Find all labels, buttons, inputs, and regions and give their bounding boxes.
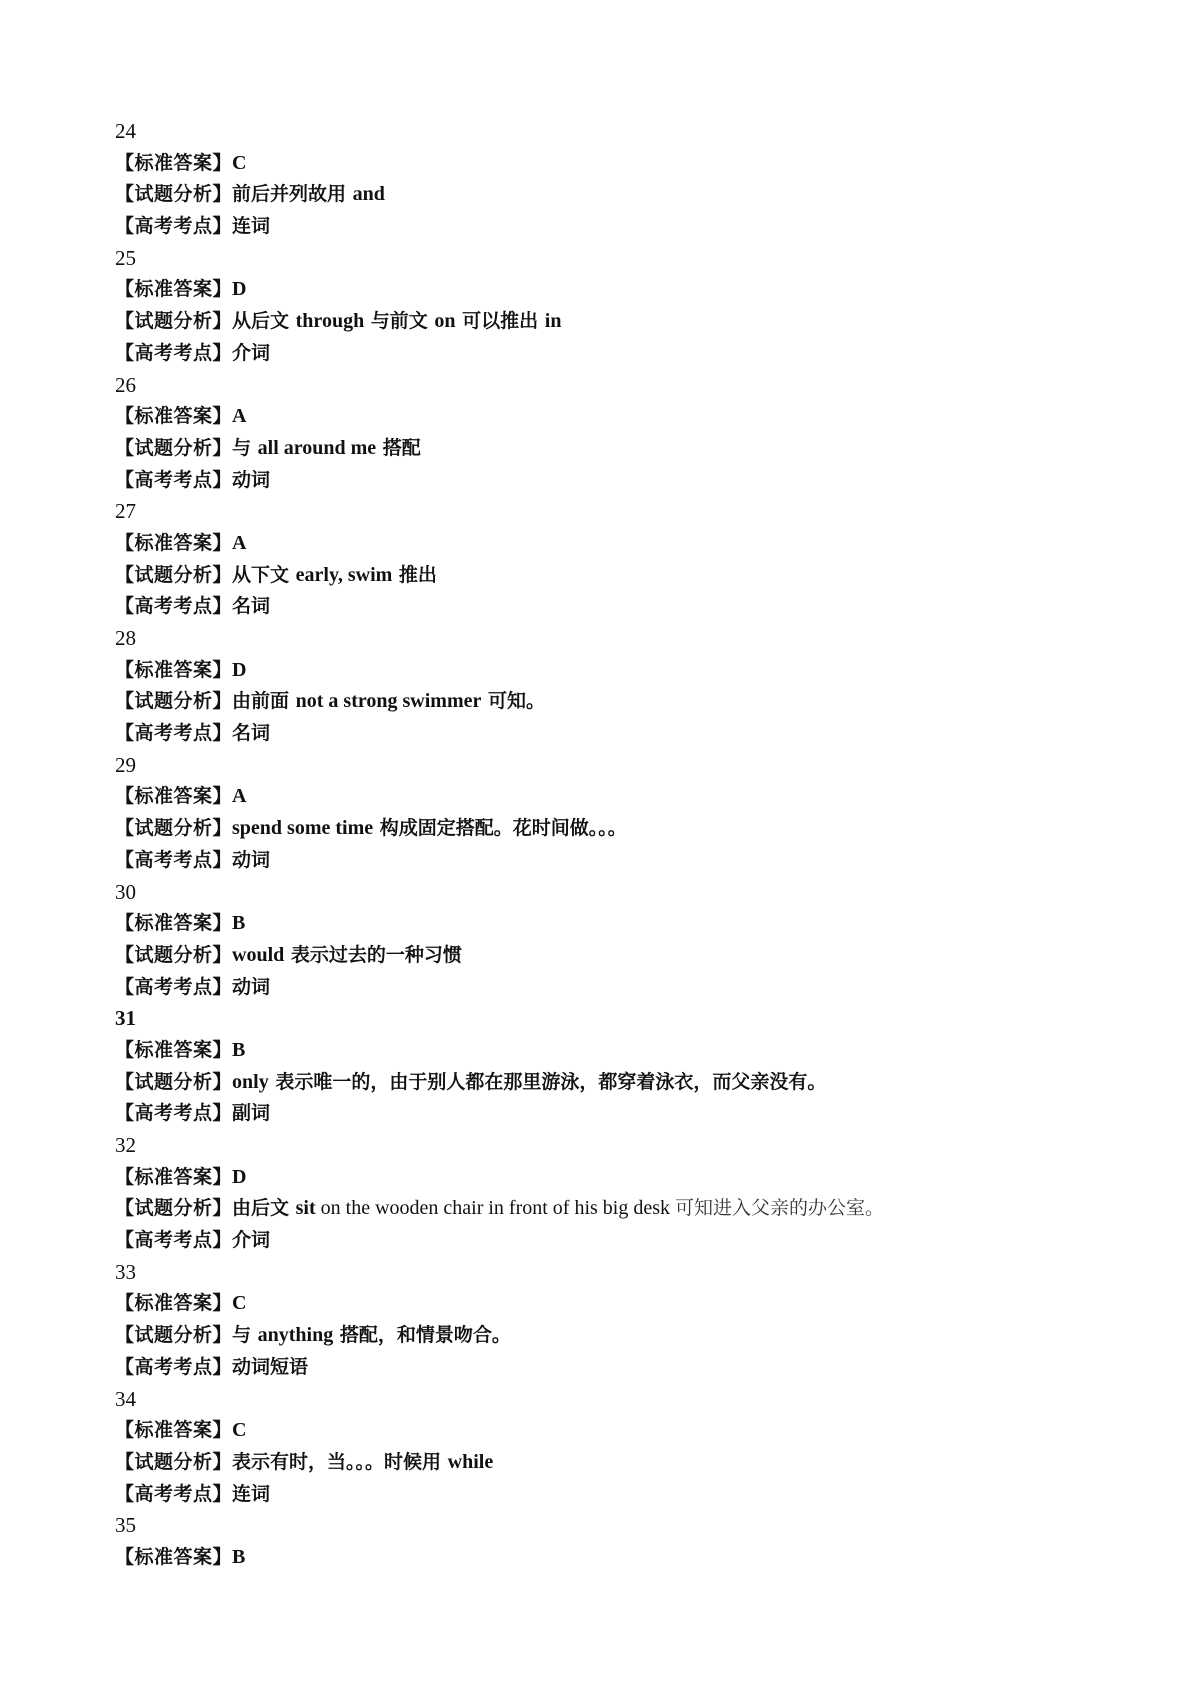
analysis-text: on the wooden chair in front of his big desk [315, 1197, 676, 1220]
exam-point-label: 【高考考点】 [115, 341, 233, 364]
exam-point-label: 【高考考点】 [115, 1355, 233, 1378]
analysis-label: 【试题分析】 [115, 310, 233, 333]
answer-label: 【标准答案】 [115, 658, 233, 681]
analysis-text: would [232, 943, 285, 966]
answer-value: D [232, 1165, 247, 1188]
question-number: 28 [115, 626, 136, 650]
analysis-line [115, 1447, 1115, 1479]
exam-point-value: 名词 [232, 722, 271, 745]
answer-line [115, 1035, 1115, 1067]
exam-point-line [115, 1098, 1115, 1130]
exam-point-line [115, 1225, 1115, 1257]
answer-value: B [232, 912, 246, 935]
question-number-line [115, 1510, 1115, 1542]
answer-label: 【标准答案】 [115, 1165, 233, 1188]
question-number: 33 [115, 1259, 136, 1284]
answer-label: 【标准答案】 [115, 785, 233, 808]
analysis-label: 【试题分析】 [115, 1324, 233, 1347]
exam-point-line [115, 211, 1115, 243]
exam-point-value: 名词 [232, 595, 271, 618]
question-number: 25 [115, 245, 136, 270]
question-number-line [115, 370, 1115, 402]
answer-label: 【标准答案】 [115, 1292, 233, 1315]
analysis-label: 【试题分析】 [115, 817, 233, 840]
question-number: 27 [115, 499, 136, 524]
exam-point-value: 动词 [232, 468, 271, 491]
answer-line [115, 655, 1115, 687]
exam-point-line [115, 591, 1115, 623]
exam-point-label: 【高考考点】 [115, 468, 233, 491]
analysis-text: 由前面 [232, 690, 296, 713]
answer-line [115, 908, 1115, 940]
answer-label: 【标准答案】 [115, 531, 233, 554]
analysis-label: 【试题分析】 [115, 1197, 233, 1220]
question-number-line [115, 1003, 1115, 1035]
analysis-text: 前后并列故用 [232, 183, 353, 206]
answer-line [115, 1542, 1115, 1574]
exam-point-label: 【高考考点】 [115, 595, 233, 618]
answer-label: 【标准答案】 [115, 912, 233, 935]
question-number-line [115, 116, 1115, 148]
analysis-label: 【试题分析】 [115, 183, 233, 206]
exam-point-line [115, 1479, 1115, 1511]
answer-value: D [232, 658, 247, 681]
analysis-line [115, 940, 1115, 972]
answer-line [115, 528, 1115, 560]
exam-point-label: 【高考考点】 [115, 848, 233, 871]
analysis-text: 与 [232, 1324, 258, 1347]
answer-label: 【标准答案】 [115, 1545, 233, 1568]
analysis-text: 可知进入父亲的办公室。 [675, 1197, 885, 1220]
question-number-line [115, 877, 1115, 909]
exam-point-line [115, 972, 1115, 1004]
analysis-text: on [434, 310, 456, 333]
answer-label: 【标准答案】 [115, 405, 233, 428]
answer-line [115, 401, 1115, 433]
analysis-line [115, 433, 1115, 465]
exam-point-value: 副词 [232, 1102, 271, 1125]
analysis-text: 从后文 [232, 310, 296, 333]
answer-value: A [232, 531, 247, 554]
analysis-text: 搭配，和情景吻合。 [333, 1324, 511, 1347]
analysis-label: 【试题分析】 [115, 436, 233, 459]
analysis-line [115, 179, 1115, 211]
analysis-text: through [295, 310, 365, 333]
exam-point-value: 连词 [232, 1482, 271, 1505]
analysis-line [115, 560, 1115, 592]
exam-point-line [115, 465, 1115, 497]
analysis-text: all around me [257, 436, 377, 459]
exam-point-line [115, 845, 1115, 877]
analysis-text: sit [295, 1197, 316, 1220]
answer-label: 【标准答案】 [115, 151, 233, 174]
answer-value: C [232, 151, 247, 174]
question-number: 29 [115, 752, 136, 777]
question-number: 26 [115, 372, 136, 397]
analysis-text: not a strong swimmer [295, 690, 482, 713]
analysis-line [115, 1320, 1115, 1352]
analysis-text: spend some time [232, 817, 374, 840]
question-number: 35 [115, 1513, 136, 1538]
answer-value: C [232, 1419, 247, 1442]
answer-value: C [232, 1292, 247, 1315]
analysis-label: 【试题分析】 [115, 690, 233, 713]
exam-point-value: 介词 [232, 1229, 271, 1252]
analysis-text: 构成固定搭配。花时间做。。。 [373, 817, 627, 840]
question-number: 24 [115, 119, 136, 143]
question-number: 32 [115, 1133, 136, 1157]
analysis-text: 表示唯一的，由于别人都在那里游泳，都穿着泳衣，而父亲没有。 [268, 1070, 827, 1093]
analysis-line [115, 1193, 1115, 1225]
exam-point-label: 【高考考点】 [115, 722, 233, 745]
exam-point-line [115, 1352, 1115, 1384]
question-number-line [115, 1384, 1115, 1416]
analysis-line [115, 1067, 1115, 1099]
analysis-line [115, 686, 1115, 718]
analysis-text: 与前文 [364, 310, 435, 333]
analysis-line [115, 813, 1115, 845]
question-number-line [115, 496, 1115, 528]
analysis-text: anything [257, 1324, 334, 1347]
analysis-text: 从下文 [232, 563, 296, 586]
answer-value: B [232, 1038, 246, 1061]
analysis-label: 【试题分析】 [115, 1070, 233, 1093]
answer-line [115, 1162, 1115, 1194]
question-number: 30 [115, 879, 136, 904]
analysis-label: 【试题分析】 [115, 1450, 233, 1473]
analysis-text: 与 [232, 436, 258, 459]
answer-line [115, 1288, 1115, 1320]
exam-point-label: 【高考考点】 [115, 1482, 233, 1505]
answer-label: 【标准答案】 [115, 278, 233, 301]
analysis-text: only [232, 1070, 269, 1093]
answer-value: A [232, 785, 247, 808]
answer-line [115, 274, 1115, 306]
answer-line [115, 1415, 1115, 1447]
question-number-line [115, 750, 1115, 782]
exam-point-line [115, 718, 1115, 750]
answer-value: D [232, 278, 247, 301]
analysis-text: 表示有时，当。。。时候用 [232, 1450, 448, 1473]
answer-line [115, 148, 1115, 180]
question-number: 34 [115, 1386, 136, 1411]
answer-value: A [232, 405, 247, 428]
exam-point-label: 【高考考点】 [115, 975, 233, 998]
analysis-text: 推出 [392, 563, 437, 586]
exam-point-line [115, 338, 1115, 370]
analysis-text: 由后文 [232, 1197, 296, 1220]
answer-key-list [115, 116, 1115, 1574]
analysis-text: 表示过去的一种习惯 [284, 943, 462, 966]
exam-point-value: 介词 [232, 341, 271, 364]
answer-line [115, 781, 1115, 813]
analysis-label: 【试题分析】 [115, 943, 233, 966]
question-number-line [115, 243, 1115, 275]
answer-label: 【标准答案】 [115, 1419, 233, 1442]
analysis-text: while [447, 1450, 494, 1473]
analysis-line [115, 306, 1115, 338]
analysis-text: in [544, 310, 562, 333]
analysis-text: and [352, 183, 385, 206]
exam-point-value: 动词短语 [232, 1355, 309, 1378]
exam-point-value: 连词 [232, 215, 271, 238]
exam-point-label: 【高考考点】 [115, 1102, 233, 1125]
analysis-text: 可知。 [481, 690, 545, 713]
exam-point-label: 【高考考点】 [115, 1229, 233, 1252]
analysis-label: 【试题分析】 [115, 563, 233, 586]
answer-label: 【标准答案】 [115, 1038, 233, 1061]
analysis-text: early, swim [295, 563, 393, 586]
answer-value: B [232, 1545, 246, 1568]
exam-point-value: 动词 [232, 848, 271, 871]
analysis-text: 搭配 [376, 436, 421, 459]
question-number-line [115, 1130, 1115, 1162]
analysis-text: 可以推出 [455, 310, 545, 333]
question-number-line [115, 1257, 1115, 1289]
exam-point-label: 【高考考点】 [115, 215, 233, 238]
exam-point-value: 动词 [232, 975, 271, 998]
question-number: 31 [115, 1006, 136, 1031]
question-number-line [115, 623, 1115, 655]
